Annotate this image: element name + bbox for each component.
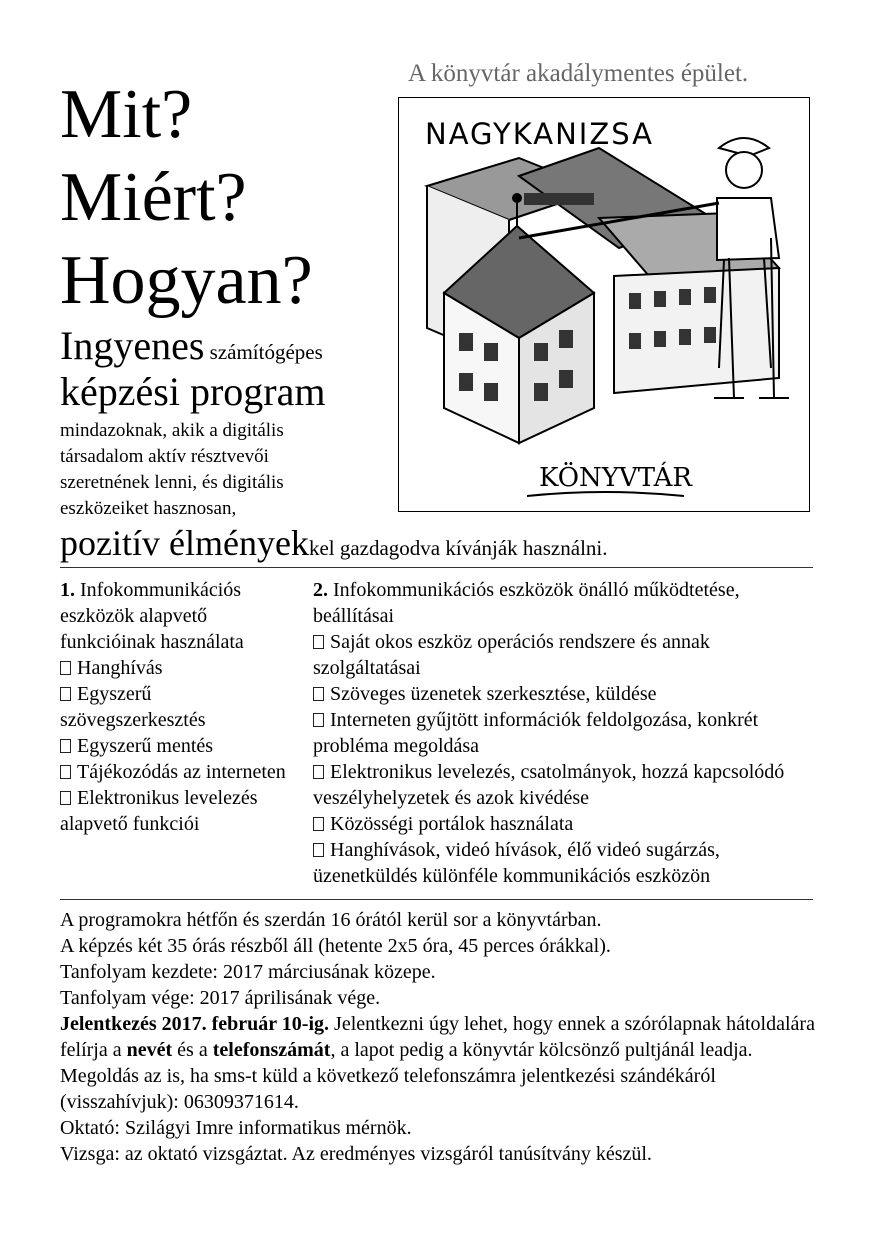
list-item — [313, 707, 818, 759]
checkbox-icon — [313, 635, 324, 649]
module-2-item-label: Hanghívások, videó hívások, élő videó sugárzás, üzenetküldés különféle kommunikációs eszközön — [313, 839, 720, 887]
course-end-text: Tanfolyam vége: 2017 áprilisának vége. — [60, 987, 381, 1009]
list-item — [313, 629, 818, 681]
checkbox-icon — [60, 661, 71, 675]
registration-name-word: nevét — [126, 1039, 173, 1061]
module-1-item-label: Hanghívás — [77, 657, 163, 679]
library-illustration — [398, 97, 810, 512]
positive-experience-line — [60, 522, 608, 564]
module-2-item-label: Közösségi portálok használata — [330, 813, 574, 835]
module-1-item-label: Tájékozódás az interneten — [77, 761, 286, 783]
course-details — [60, 907, 820, 1167]
registration-text — [60, 1011, 820, 1115]
list-item — [60, 785, 295, 837]
exam-text: Vizsga: az oktató vizsgáztat. Az eredményes vizsgáról tanúsítvány készül. — [60, 1143, 652, 1165]
list-item — [313, 811, 818, 837]
checkbox-icon — [313, 687, 324, 701]
registration-text-a: Jelentkezni úgy lehet, hogy ennek a szórólapnak hátoldalára felírja a — [60, 1013, 815, 1061]
positive-experience-rest: kel gazdagodva kívánják használni. — [308, 536, 608, 560]
list-item — [60, 655, 295, 681]
registration-text-b: és a — [172, 1039, 213, 1061]
checkbox-icon — [60, 739, 71, 753]
headline-how: Hogyan? — [60, 242, 313, 319]
module-1-number: 1. — [60, 579, 75, 601]
headline-what: Mit? — [60, 76, 193, 153]
positive-experience-big: pozitív élmények — [60, 523, 309, 563]
checkbox-icon — [60, 687, 71, 701]
checkbox-icon — [313, 765, 324, 779]
module-1-column — [60, 577, 295, 837]
illustration-library-text: KÖNYVTÁR — [539, 463, 693, 493]
headline-why: Miért? — [60, 159, 247, 236]
registration-phone-word: telefonszámát — [212, 1039, 331, 1061]
module-2-item-label: Szöveges üzenetek szerkesztése, küldése — [330, 683, 657, 705]
module-2-title: Infokommunikációs eszközök önálló működtetése, beállításai — [313, 579, 740, 627]
checkbox-icon — [313, 817, 324, 831]
free-word: Ingyenes — [60, 323, 205, 368]
list-item — [313, 759, 818, 811]
registration-deadline: Jelentkezés 2017. február 10-ig. — [60, 1013, 330, 1035]
illustration-city-text: NAGYKANIZSA — [425, 117, 655, 151]
course-structure-text: A képzés két 35 órás részből áll (hetente 2x5 óra, 45 perces órákkal). — [60, 935, 611, 957]
registration-text-c: , a lapot pedig a könyvtár kölcsönző pultjánál leadja. Megoldás az is, ha sms-t küld a következő telefonszámra jelentkezési szándékáról (visszahívjuk): 06309371614. — [60, 1039, 753, 1113]
module-2-item-label: Interneten gyűjtött információk feldolgozása, konkrét probléma megoldása — [313, 709, 759, 757]
list-item — [60, 759, 295, 785]
module-1-title: Infokommunikációs eszközök alapvető funkcióinak használata — [60, 579, 244, 653]
module-2-item-label: Elektronikus levelezés, csatolmányok, hozzá kapcsolódó veszélyhelyzetek és azok kivédése — [313, 761, 785, 809]
list-item — [60, 681, 295, 733]
bottom-divider — [60, 899, 813, 900]
intro-text: mindazoknak, akik a digitális társadalom aktív résztvevői szeretnének lenni, és digitális eszközeiket hasznosan, — [60, 420, 284, 519]
module-1-heading — [60, 577, 295, 655]
checkbox-icon — [60, 791, 71, 805]
computer-word: számítógépes — [204, 340, 323, 364]
list-item — [313, 837, 818, 889]
instructor-text: Oktató: Szilágyi Imre informatikus mérnök. — [60, 1117, 412, 1139]
module-2-column — [313, 577, 818, 889]
module-1-item-label: Elektronikus levelezés alapvető funkciói — [60, 787, 258, 835]
accessibility-note: A könyvtár akadálymentes épület. — [408, 60, 749, 87]
module-2-heading — [313, 577, 818, 629]
list-item — [313, 681, 818, 707]
top-divider — [60, 567, 813, 568]
free-program-line — [60, 322, 323, 369]
checkbox-icon — [313, 843, 324, 857]
module-1-item-label: Egyszerű mentés — [77, 735, 214, 757]
list-item — [60, 733, 295, 759]
schedule-text: A programokra hétfőn és szerdán 16 órától kerül sor a könyvtárban. — [60, 909, 602, 931]
module-1-item-label: Egyszerű szövegszerkesztés — [60, 683, 206, 731]
program-title: képzési program — [60, 369, 326, 414]
course-start-text: Tanfolyam kezdete: 2017 márciusának közepe. — [60, 961, 436, 983]
module-2-number: 2. — [313, 579, 328, 601]
checkbox-icon — [313, 713, 324, 727]
module-2-item-label: Saját okos eszköz operációs rendszere és annak szolgáltatásai — [313, 631, 710, 679]
checkbox-icon — [60, 765, 71, 779]
